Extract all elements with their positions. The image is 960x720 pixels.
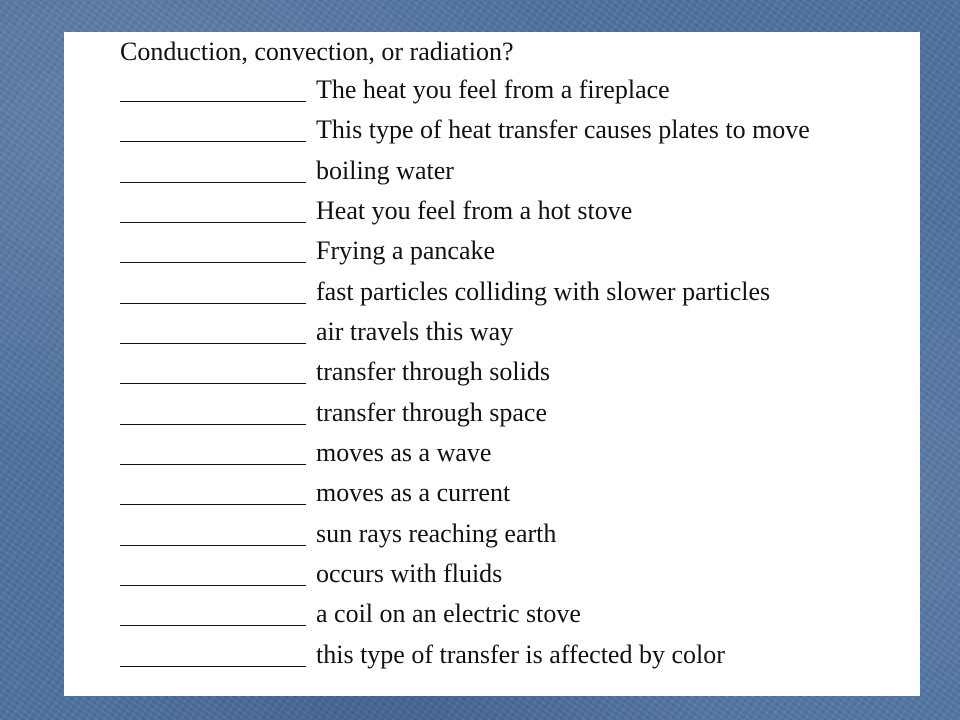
question-row-7 xyxy=(120,312,920,352)
answer-blank-3[interactable] xyxy=(120,156,306,183)
answer-blank-11[interactable] xyxy=(120,478,306,505)
question-row-4 xyxy=(120,191,920,231)
question-row-9 xyxy=(120,393,920,433)
answer-blank-4[interactable] xyxy=(120,196,306,223)
question-prompt-9: transfer through space xyxy=(316,397,548,427)
question-prompt-3: boiling water xyxy=(316,155,454,185)
answer-blank-2[interactable] xyxy=(120,115,306,142)
question-row-8 xyxy=(120,352,920,392)
answer-blank-6[interactable] xyxy=(120,277,306,304)
question-row-12 xyxy=(120,514,920,554)
answer-blank-1[interactable] xyxy=(120,75,306,102)
question-prompt-2: This type of heat transfer causes plates to move xyxy=(316,115,810,145)
answer-blank-5[interactable] xyxy=(120,236,306,263)
answer-blank-12[interactable] xyxy=(120,519,306,546)
worksheet-page xyxy=(64,32,920,696)
answer-blank-13[interactable] xyxy=(120,559,306,586)
question-prompt-5: Frying a pancake xyxy=(316,236,496,266)
answer-blank-9[interactable] xyxy=(120,398,306,425)
answer-blank-14[interactable] xyxy=(120,599,306,626)
question-prompt-10: moves as a wave xyxy=(316,438,492,468)
question-row-10 xyxy=(120,433,920,473)
question-row-1 xyxy=(120,70,920,110)
question-prompt-1: The heat you feel from a fireplace xyxy=(316,75,670,104)
question-prompt-4: Heat you feel from a hot stove xyxy=(316,196,633,226)
question-prompt-14: a coil on an electric stove xyxy=(316,599,581,629)
question-prompt-15: this type of transfer is affected by color xyxy=(316,639,725,669)
question-row-6 xyxy=(120,272,920,312)
question-prompt-8: transfer through solids xyxy=(316,357,550,387)
question-prompt-13: occurs with fluids xyxy=(316,559,503,589)
question-row-3 xyxy=(120,151,920,191)
question-prompt-12: sun rays reaching earth xyxy=(316,518,557,548)
question-prompt-11: moves as a current xyxy=(316,478,511,508)
question-prompt-7: air travels this way xyxy=(316,317,514,347)
question-prompt-6: fast particles colliding with slower particles xyxy=(316,276,771,306)
answer-blank-10[interactable] xyxy=(120,438,306,465)
question-row-5 xyxy=(120,231,920,271)
answer-blank-7[interactable] xyxy=(120,317,306,344)
question-row-14 xyxy=(120,594,920,634)
answer-blank-8[interactable] xyxy=(120,357,306,384)
worksheet-title: Conduction, convection, or radiation? xyxy=(120,37,514,66)
question-row-13 xyxy=(120,554,920,594)
question-row-15 xyxy=(120,635,920,675)
answer-blank-15[interactable] xyxy=(120,640,306,667)
question-list xyxy=(120,70,920,675)
question-row-11 xyxy=(120,473,920,513)
question-row-2 xyxy=(120,110,920,150)
